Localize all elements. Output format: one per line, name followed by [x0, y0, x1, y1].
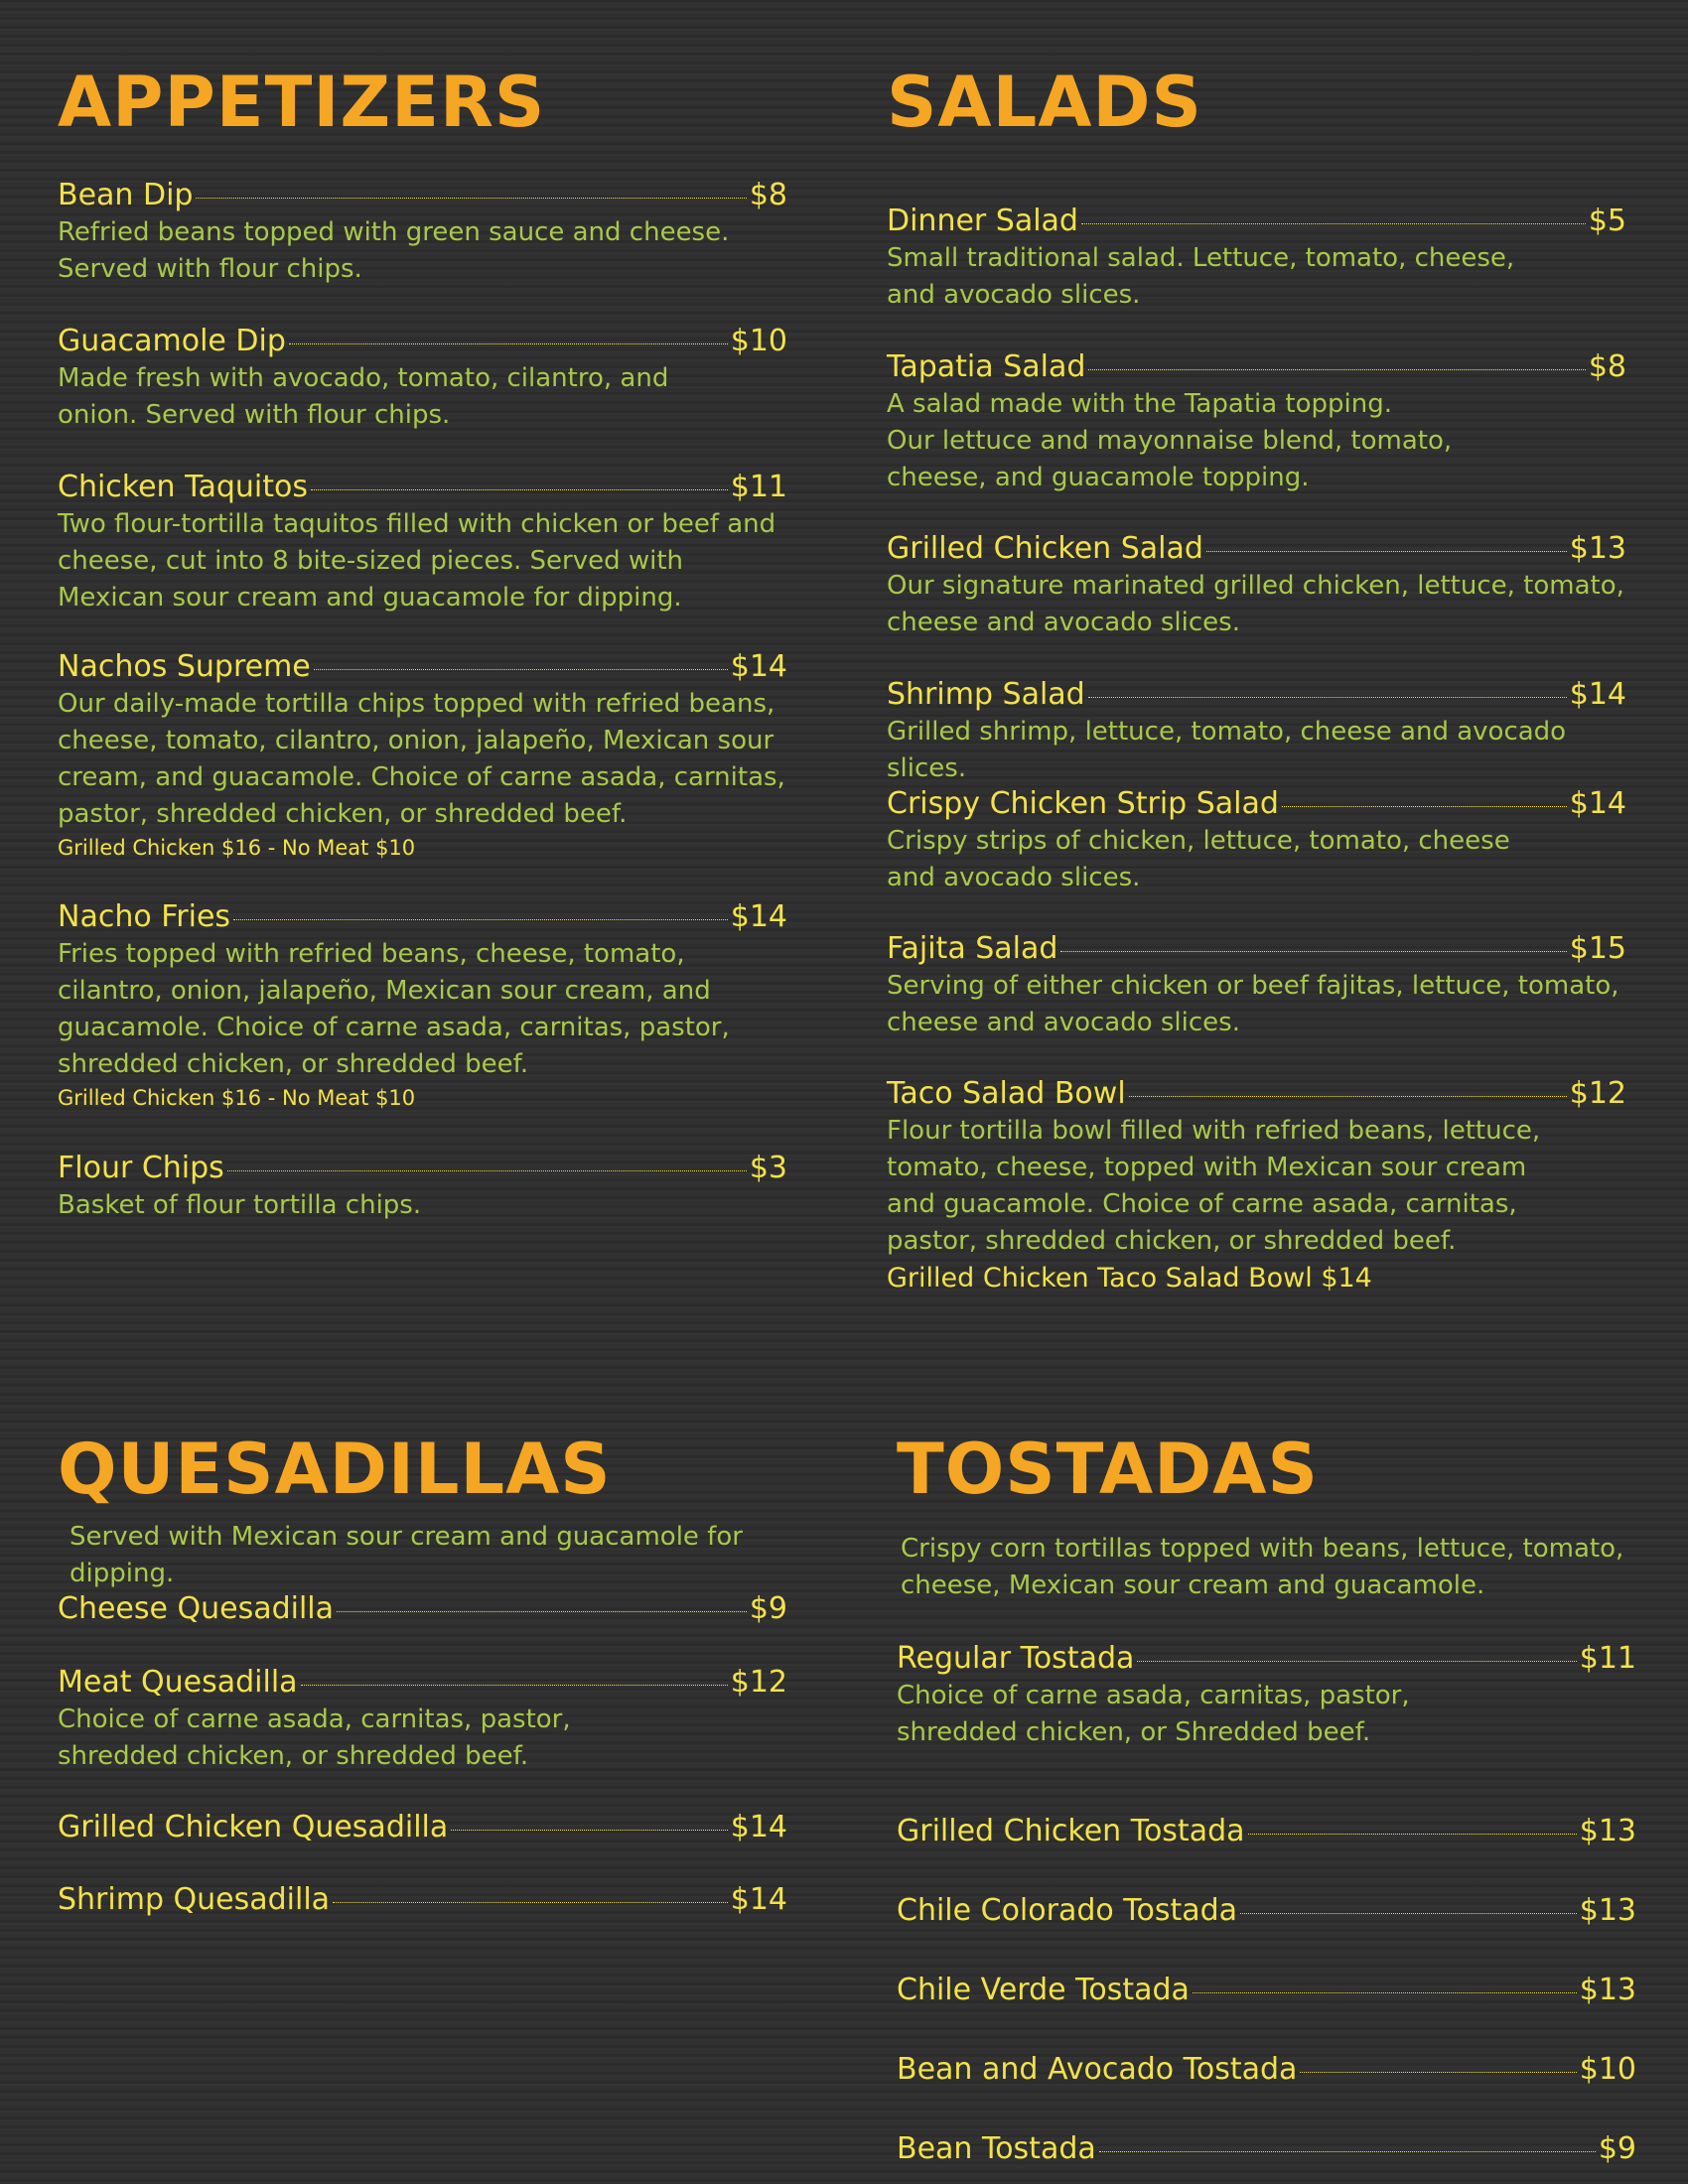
menu-item-name: Meat Quesadilla — [58, 1665, 298, 1700]
menu-item-description: Our daily-made tortilla chips topped with refried beans, — [58, 689, 775, 719]
menu-item — [897, 1640, 1636, 1751]
menu-item — [897, 1892, 1636, 1930]
dot-leader — [227, 1170, 747, 1171]
menu-item — [58, 1881, 787, 1919]
menu-item — [58, 1664, 787, 1775]
menu-item-description: cheese and avocado slices. — [887, 608, 1240, 637]
dot-leader — [1300, 2072, 1576, 2073]
menu-item-price: $8 — [1588, 349, 1626, 384]
menu-item-description: shredded chicken, or shredded beef. — [58, 1049, 529, 1079]
menu-item-header — [887, 930, 1626, 968]
menu-item-price: $14 — [730, 649, 787, 684]
menu-item-description: A salad made with the Tapatia topping. — [887, 389, 1392, 419]
menu-item-header — [887, 203, 1626, 240]
menu-item-name: Nacho Fries — [58, 899, 231, 934]
menu-item-name: Nachos Supreme — [58, 649, 311, 684]
menu-item-header — [58, 1590, 787, 1628]
menu-item-price: $12 — [1569, 1076, 1626, 1111]
menu-item-name: Guacamole Dip — [58, 324, 286, 358]
salads-section — [887, 62, 1626, 1318]
menu-item — [58, 1150, 787, 1224]
menu-item-name: Bean Tostada — [897, 2131, 1096, 2166]
menu-item-name: Regular Tostada — [897, 1641, 1135, 1676]
menu-item-description: Fries topped with refried beans, cheese, tomato, — [58, 939, 685, 969]
menu-item-name: Shrimp Salad — [887, 677, 1085, 712]
menu-item-description: Serving of either chicken or beef fajitas, lettuce, tomato, — [887, 971, 1619, 1001]
menu-item-description: and avocado slices. — [887, 863, 1141, 892]
menu-item-description: Small traditional salad. Lettuce, tomato, cheese, — [887, 243, 1515, 273]
menu-item-description: cheese and avocado slices. — [887, 1008, 1240, 1037]
menu-item — [887, 1075, 1626, 1297]
dot-leader — [1240, 1913, 1577, 1914]
menu-item-price-note: Grilled Chicken $16 - No Meat $10 — [58, 836, 416, 860]
tostadas-title: TOSTADAS — [897, 1429, 1319, 1510]
menu-item-price: $13 — [1579, 1814, 1636, 1848]
menu-item-description: pastor, shredded chicken, or shredded beef. — [887, 1226, 1457, 1256]
menu-item-name: Bean and Avocado Tostada — [897, 2052, 1298, 2087]
menu-item-header — [58, 1150, 787, 1187]
menu-item — [58, 177, 787, 288]
menu-item-header — [58, 1664, 787, 1702]
menu-item-description: Made fresh with avocado, tomato, cilantro, and — [58, 363, 669, 393]
menu-item-header — [58, 1809, 787, 1846]
menu-item-description: and guacamole. Choice of carne asada, carnitas, — [887, 1189, 1517, 1219]
menu-item-description: cheese, tomato, cilantro, onion, jalapeño, Mexican sour — [58, 726, 774, 755]
dot-leader — [1137, 1661, 1576, 1662]
menu-item-header — [58, 648, 787, 686]
menu-item-description: tomato, cheese, topped with Mexican sour cream — [887, 1153, 1527, 1182]
menu-item-name: Crispy Chicken Strip Salad — [887, 786, 1279, 821]
menu-item-description: cilantro, onion, jalapeño, Mexican sour cream, and — [58, 976, 711, 1006]
dot-leader — [314, 669, 728, 670]
dot-leader — [1129, 1096, 1567, 1097]
menu-item — [887, 348, 1626, 496]
menu-item-description: Grilled shrimp, lettuce, tomato, cheese and avocado slices. — [887, 717, 1567, 783]
menu-item — [897, 1813, 1636, 1850]
menu-item-name: Dinner Salad — [887, 204, 1078, 238]
menu-item-description: cheese, cut into 8 bite-sized pieces. Served with — [58, 546, 684, 576]
menu-item-price: $14 — [730, 1882, 787, 1917]
menu-item-description: Our signature marinated grilled chicken, lettuce, tomato, — [887, 571, 1624, 601]
menu-item — [897, 2051, 1636, 2089]
menu-item-name: Bean Dip — [58, 178, 194, 212]
menu-item-header — [897, 1972, 1636, 2009]
quesadillas-title: QUESADILLAS — [58, 1429, 612, 1510]
dot-leader — [1282, 806, 1567, 807]
menu-item-name: Cheese Quesadilla — [58, 1591, 335, 1626]
menu-item-price: $9 — [1598, 2131, 1636, 2166]
menu-item — [887, 530, 1626, 641]
menu-item-price: $10 — [730, 324, 787, 358]
menu-item-name: Grilled Chicken Quesadilla — [58, 1810, 449, 1844]
menu-item-name: Flour Chips — [58, 1151, 224, 1185]
menu-item-price: $12 — [730, 1665, 787, 1700]
menu-item-description: cream, and guacamole. Choice of carne asada, carnitas, — [58, 762, 785, 792]
menu-item — [897, 2130, 1636, 2168]
menu-item-price: $14 — [730, 1810, 787, 1844]
menu-item — [887, 203, 1626, 314]
dot-leader — [1088, 697, 1567, 698]
menu-item-header — [887, 676, 1626, 714]
dot-leader — [1081, 223, 1586, 224]
menu-item-header — [887, 1075, 1626, 1113]
menu-item-description: Choice of carne asada, carnitas, pastor, — [897, 1681, 1410, 1710]
menu-item-header — [58, 1881, 787, 1919]
menu-item-price: $13 — [1579, 1893, 1636, 1928]
menu-item-price: $8 — [749, 178, 787, 212]
menu-item-name: Grilled Chicken Tostada — [897, 1814, 1245, 1848]
menu-item-description: cheese, and guacamole topping. — [887, 463, 1310, 492]
menu-item-description: Two flour-tortilla taquitos filled with chicken or beef and — [58, 509, 776, 539]
menu-item-price: $11 — [1579, 1641, 1636, 1676]
tostadas-intro-line: Crispy corn tortillas topped with beans, lettuce, tomato, — [901, 1534, 1624, 1564]
menu-item-description: guacamole. Choice of carne asada, carnitas, pastor, — [58, 1013, 730, 1042]
menu-item-header — [897, 2051, 1636, 2089]
menu-item-name: Chile Verde Tostada — [897, 1973, 1190, 2007]
menu-item — [58, 323, 787, 434]
menu-item-description: Basket of flour tortilla chips. — [58, 1190, 422, 1220]
menu-item-price: $11 — [730, 470, 787, 504]
menu-item — [887, 785, 1626, 896]
menu-item-description: Choice of carne asada, carnitas, pastor, — [58, 1705, 571, 1734]
dot-leader — [289, 343, 728, 344]
menu-item-price: $14 — [1569, 677, 1626, 712]
menu-item-name: Chicken Taquitos — [58, 470, 308, 504]
quesadillas-intro — [70, 1519, 787, 1592]
menu-item-description: onion. Served with flour chips. — [58, 400, 451, 430]
menu-item — [58, 469, 787, 616]
dot-leader — [1193, 1992, 1577, 1993]
dot-leader — [311, 489, 728, 490]
tostadas-intro-line: cheese, Mexican sour cream and guacamole. — [901, 1570, 1485, 1600]
quesadillas-intro-line: Served with Mexican sour cream and guacamole for dipping. — [70, 1522, 743, 1588]
dot-leader — [1060, 951, 1566, 952]
menu-item-header — [897, 1892, 1636, 1930]
menu-item-name: Tapatia Salad — [887, 349, 1086, 384]
menu-item-header — [897, 1813, 1636, 1850]
menu-item-header — [897, 2130, 1636, 2168]
appetizers-section — [58, 62, 787, 1239]
menu-item-name: Chile Colorado Tostada — [897, 1893, 1238, 1928]
menu-item — [58, 648, 787, 863]
menu-item-description: Mexican sour cream and guacamole for dipping. — [58, 583, 682, 613]
menu-item-header — [887, 530, 1626, 568]
menu-item-description: shredded chicken, or shredded beef. — [58, 1741, 529, 1771]
quesadillas-section — [58, 1429, 787, 1951]
dot-leader — [451, 1830, 727, 1831]
dot-leader — [1088, 369, 1585, 370]
menu-item-price: $14 — [1569, 786, 1626, 821]
tostadas-intro — [901, 1531, 1623, 1604]
menu-item-description: Our lettuce and mayonnaise blend, tomato, — [887, 426, 1453, 456]
menu-item-header — [887, 348, 1626, 386]
menu-item — [58, 898, 787, 1113]
menu-item-name: Fajita Salad — [887, 931, 1058, 966]
menu-item-description: Crispy strips of chicken, lettuce, tomato, cheese — [887, 826, 1510, 856]
menu-item-description: Refried beans topped with green sauce and cheese. — [58, 217, 730, 247]
menu-item-price: $14 — [730, 899, 787, 934]
menu-item-name: Shrimp Quesadilla — [58, 1882, 331, 1917]
menu-item-price: $9 — [749, 1591, 787, 1626]
dot-leader — [1248, 1834, 1577, 1835]
menu-item-name: Grilled Chicken Salad — [887, 531, 1203, 566]
menu-item-description: Served with flour chips. — [58, 254, 362, 284]
menu-item — [58, 1809, 787, 1846]
menu-item-description: Flour tortilla bowl filled with refried beans, lettuce, — [887, 1116, 1541, 1146]
menu-item-description: pastor, shredded chicken, or shredded beef. — [58, 799, 628, 829]
menu-item-header — [897, 1640, 1636, 1678]
dot-leader — [333, 1902, 728, 1903]
menu-item — [887, 676, 1626, 787]
menu-item-header — [58, 323, 787, 360]
menu-item-header — [887, 785, 1626, 823]
tostadas-section — [897, 1429, 1636, 2166]
appetizers-title: APPETIZERS — [58, 62, 546, 143]
menu-item-name: Taco Salad Bowl — [887, 1076, 1126, 1111]
menu-item — [887, 930, 1626, 1041]
menu-item-header — [58, 177, 787, 214]
dot-leader — [1206, 551, 1567, 552]
menu-item-price: $3 — [749, 1151, 787, 1185]
menu-item-price: $5 — [1588, 204, 1626, 238]
menu-item — [58, 1590, 787, 1628]
menu-item-description: shredded chicken, or Shredded beef. — [897, 1717, 1371, 1747]
menu-item-price: $13 — [1569, 531, 1626, 566]
menu-item-price: $15 — [1569, 931, 1626, 966]
menu-item-description: and avocado slices. — [887, 280, 1141, 310]
menu-item-price: $10 — [1579, 2052, 1636, 2087]
salads-title: SALADS — [887, 62, 1202, 143]
menu-item-price-note: Grilled Chicken $16 - No Meat $10 — [58, 1086, 416, 1110]
dot-leader — [337, 1611, 747, 1612]
dot-leader — [233, 919, 728, 920]
menu-item-header — [58, 469, 787, 506]
dot-leader — [1099, 2151, 1596, 2152]
dot-leader — [196, 198, 746, 199]
menu-item-header — [58, 898, 787, 936]
menu-item-price: $13 — [1579, 1973, 1636, 2007]
menu-item — [897, 1972, 1636, 2009]
menu-item-variant: Grilled Chicken Taco Salad Bowl $14 — [887, 1263, 1372, 1294]
dot-leader — [301, 1685, 728, 1686]
